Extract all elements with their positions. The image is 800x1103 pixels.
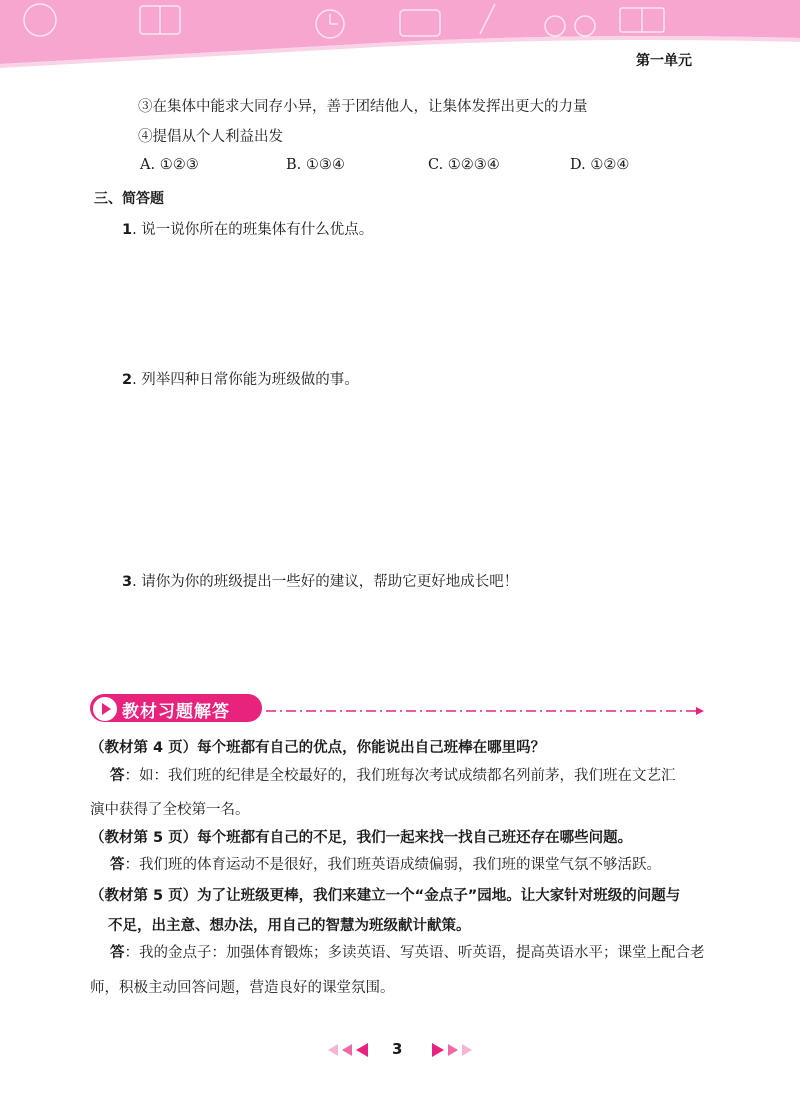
textbook-question-3-cont: 不足，出主意、想办法，用自己的智慧为班级献计献策。 (108, 918, 471, 934)
answer-text: ：我的金点子：加强体育锻炼；多读英语、写英语、听英语，提高英语水平；课堂上配合老 (124, 945, 705, 961)
question-3 (122, 570, 518, 591)
question-number: 2 (122, 372, 133, 388)
page-header (0, 0, 800, 80)
textbook-answer-2 (110, 850, 710, 880)
option-line-4: ④提倡从个人利益出发 (138, 129, 283, 145)
choice-b: B. ①③④ (286, 157, 345, 173)
choice-c: C. ①②③④ (428, 157, 500, 173)
textbook-question-2: （教材第 5 页）每个班都有自己的不足，我们一起来找一找自己班还存在哪些问题。 (90, 830, 633, 846)
page-number: 3 (392, 1040, 403, 1058)
section-title: 三、简答题 (94, 191, 164, 207)
play-icon (93, 697, 117, 721)
choice-a: A. ①②③ (140, 157, 199, 173)
question-text: . 说一说你所在的班集体有什么优点。 (132, 222, 374, 238)
question-number: 3 (122, 574, 133, 590)
question-text: . 列举四种日常你能为班级做的事。 (132, 372, 359, 388)
question-1 (122, 218, 373, 239)
answer-label: 答 (110, 768, 125, 784)
answer-label: 答 (110, 857, 125, 873)
textbook-answer-1-cont: 演中获得了全校第一名。 (90, 802, 250, 818)
textbook-answer-1 (110, 761, 710, 791)
answer-text: ：如：我们班的纪律是全校最好的，我们班每次考试成绩都名列前茅，我们班在文艺汇 (124, 768, 676, 784)
textbook-answer-3 (110, 938, 710, 968)
question-text: . 请你为你的班级提出一些好的建议，帮助它更好地成长吧！ (132, 574, 519, 590)
next-arrows-icon (428, 1043, 474, 1057)
prev-arrows-icon (326, 1043, 372, 1057)
textbook-banner (90, 694, 710, 724)
choice-d: D. ①②④ (570, 157, 630, 173)
page-footer (0, 1040, 800, 1060)
dash-arrow-line (266, 707, 706, 715)
option-line-3: ③在集体中能求大同存小异，善于团结他人，让集体发挥出更大的力量 (138, 99, 588, 115)
answer-label: 答 (110, 945, 125, 961)
question-number: 1 (122, 222, 133, 238)
answer-text: ：我们班的体育运动不是很好，我们班英语成绩偏弱，我们班的课堂气氛不够活跃。 (124, 857, 661, 873)
unit-label: 第一单元 (636, 53, 692, 69)
textbook-answer-3-cont: 师，积极主动回答问题，营造良好的课堂氛围。 (90, 980, 395, 996)
textbook-question-3: （教材第 5 页）为了让班级更棒，我们来建立一个“金点子”园地。让大家针对班级的问题与 (90, 888, 681, 904)
textbook-question-1: （教材第 4 页）每个班都有自己的优点，你能说出自己班棒在哪里吗？ (90, 740, 546, 756)
question-2 (122, 368, 359, 389)
banner-pill (90, 694, 262, 722)
banner-title: 教材习题解答 (122, 702, 230, 722)
